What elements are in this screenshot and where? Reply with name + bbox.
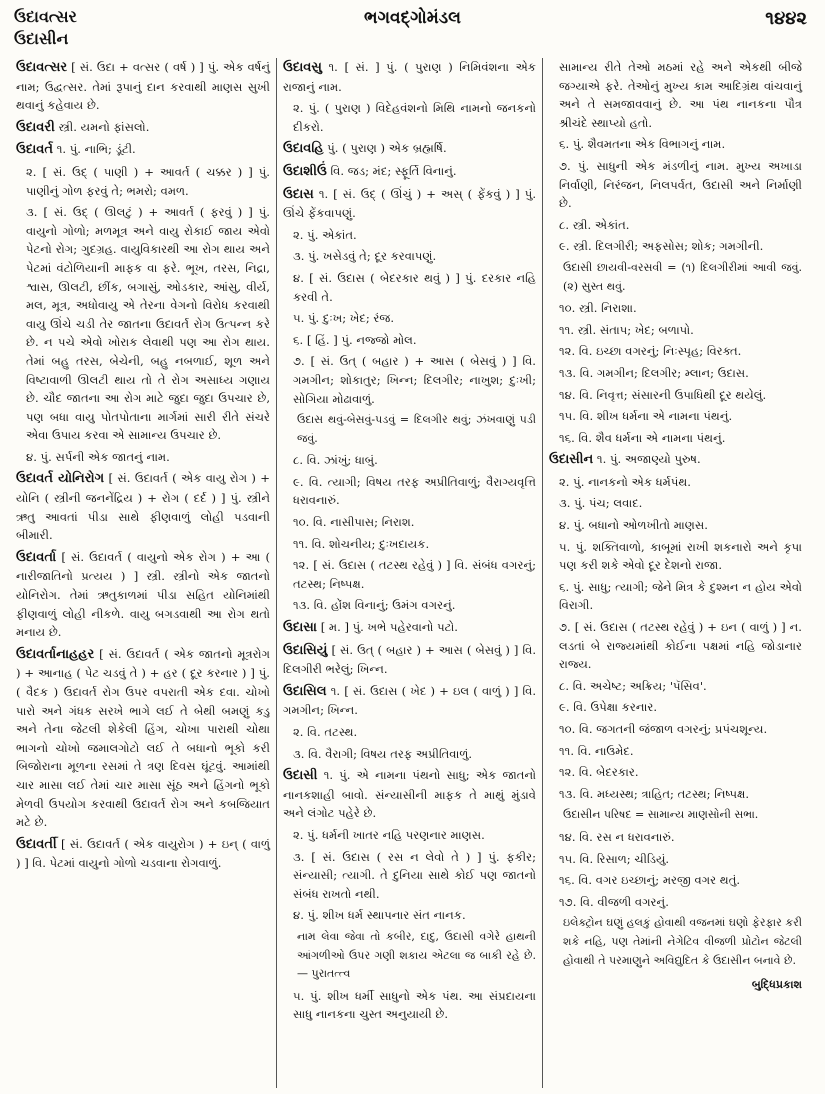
dictionary-entry	[16, 469, 270, 544]
sense-entry	[283, 848, 536, 904]
definition-text: ૫. પું. દુઃખ; ખેદ; રંજ.	[293, 311, 395, 326]
sense-entry	[549, 407, 802, 426]
dictionary-entry	[283, 162, 536, 182]
dictionary-entry	[549, 450, 802, 470]
dictionary-entry	[16, 140, 270, 160]
definition-text: ૧૦. વિ. નાસીપાસ; નિરાશ.	[293, 515, 415, 530]
sense-entry	[549, 618, 802, 674]
definition-text: ૫. પું. શક્તિવાળો, કાબૂમાં રાખી શકનારો અને કૃપા પણ કરી શકે એવો દૂર દેશનો રાજા.	[559, 539, 802, 573]
sense-entry	[283, 331, 536, 350]
sense-entry	[549, 785, 802, 804]
definition-text: ૨. પું. ( પુરાણ ) વિદેહવંશનો મિથિ નામનો જનકનો દીકરો.	[293, 101, 536, 134]
definition-text: ૧૭. વિ. વીજળી વગરનું.	[559, 894, 669, 909]
sense-entry	[283, 535, 536, 554]
usage-note	[283, 928, 536, 984]
definition-text: ૫. પું. શીખ ધર્મી સાધુનો એક પંથ. આ સંપ્રદાયના સાધુ નાનકના ચુસ્ત અનુયાયી છે.	[293, 988, 536, 1022]
definition-text: ૧. [ સં. ઉદાસ ( ખેદ ) + ઇલ ( વાળું ) ] વિ. ગમગીન; ખિન્ન.	[283, 683, 536, 718]
guide-word-last: ઉદાસીન	[14, 29, 69, 48]
dictionary-entry	[283, 641, 536, 679]
sense-entry	[549, 299, 802, 318]
definition-text: ૯. વિ. ઉપેક્ષા કરનાર.	[559, 700, 658, 715]
sense-entry	[283, 906, 536, 925]
definition-text: ૮. વિ. અચેષ્ટ; અક્રિય; 'પૅસિવ'.	[559, 678, 707, 693]
definition-text: ૧૧. વિ. નાઉમેદ.	[559, 743, 634, 758]
dictionary-entry	[283, 618, 536, 638]
definition-text: ૭. [ સં. ઉત્ ( બહાર ) + આસ ( બેસવું ) ] વિ. ગમગીન; શોકાતુર; ખિન્ન; દિલગીર; નાખુશ; દુઃખી; સોગિયા મોઢાવાળું.	[293, 354, 536, 406]
definition-text: [ મ. ] પું. ખભે પહેરવાનો પટો.	[320, 620, 458, 635]
sense-entry	[549, 364, 802, 383]
sense-entry	[549, 538, 802, 575]
definition-text: ૪. [ સં. ઉદાસ ( બેદરકાર થવું ) ] પું. દરકાર નહિ કરવી તે.	[293, 270, 536, 304]
sense-entry	[16, 163, 270, 200]
sense-entry	[549, 135, 802, 154]
definition-text: ૭. પું. સાધુની એક મંડળીનું નામ. મુખ્ય અખાડા નિર્વાણી, નિરંજન, નિલપર્વત, ઉદાસી અને નિર્માણી છે.	[559, 158, 802, 211]
dictionary-title: ભગવદ્ગોમંડલ	[364, 8, 461, 28]
definition-text: નામ લેવા જેવા તો કબીર, દાદુ, ઉદાસી વગેરે હાથની આંગળીઓ ઉપર ગણી શકાય એટલા જ બાકી રહે છે. — પુરાતત્ત્વ	[297, 929, 536, 981]
definition-text: ૧૧. વિ. શોચનીય; દુઃખદાયક.	[293, 536, 430, 551]
sense-entry	[549, 742, 802, 761]
definition-text: ૧૬. વિ. વગર ઇચ્છાનું; મરજી વગર થતું.	[559, 873, 741, 888]
definition-text: ૩. [ સં. ઉદ્ ( ઊલટું ) + આવર્ત ( ફરવું ) ] પું. વાયુનો ગોળો; મળમૂત્ર અને વાયુ રોકાઈ જાય એવો પેટનો રોગ; ગુદગ્રહ. વાયુવિકારથી આ રોગ થાય અને પેટમાં વંટોળિયાની માફક વા ફરે. ભૂખ, તરસ, નિદ્રા, શ્વાસ, ઊલટી, છીંક, બગાસું, ઓડકાર, આંસુ, વીર્ય, મલ, મૂત્ર, અધોવાયુ એ તેરના વેગનો વિરોધ કરવાથી વાયુ ઊંચે ચડી તેર જાતના ઉદાવર્ત રોગ ઉત્પન્ન કરે છે. ન પચે એવો ખોરાક લેવાથી પણ આ રોગ થાય. તેમાં બહુ તરસ, બેચેની, બહુ નબળાઈ, શૂળ અને વિષ્ટાવાળી ઊલટી થાય તો તે રોગ અસાધ્ય ગણાય છે. ચૌદ જાતના આ રોગ માટે જુદા જુદા ઉપચાર છે, પણ બધા વાયુ પોતપોતાના માર્ગમાં સારી રીતે સંચરે એવા ઉપાય કરવા એ સામાન્ય ઉપચાર છે.	[26, 205, 270, 443]
sense-entry	[283, 269, 536, 306]
definition-text: ૧૧. સ્ત્રી. સંતાપ; ખેદ; બળાપો.	[559, 322, 694, 337]
sense-entry	[549, 58, 802, 132]
definition-text: ૧૪. વિ. રસ ન ધરાવનારું.	[559, 829, 675, 844]
sense-entry	[549, 828, 802, 847]
dictionary-entry	[283, 58, 536, 96]
headword: ઉદાવરી	[16, 119, 55, 135]
definition-text: ૩. પું. પંચ; લવાદ.	[559, 496, 643, 511]
definition-text: પું. ( પુરાણ ) એક બ્રહ્મર્ષિ.	[327, 141, 447, 156]
sense-entry	[283, 723, 536, 742]
sense-entry	[549, 342, 802, 361]
definition-text: [ સં. ઉદાવર્ત ( એક વાયુ રોગ ) + યોનિ ( સ્ત્રીની જનનેંદ્રિય ) + રોગ ( દર્દ ) ] પું. સ્ત્રીને ઋતુ આવતાં પીડા સાથે ફીણવાળું લોહી પડવાની બીમારી.	[16, 471, 271, 543]
definition-text: ૪. પું. શીખ ધર્મ સ્થાપનાર સંત નાનક.	[293, 908, 466, 923]
sense-entry	[549, 763, 802, 782]
page-header	[0, 0, 825, 56]
headword: ઉદાસીન	[549, 452, 594, 468]
headword: ઉદાવર્તા	[16, 549, 57, 565]
headword: ઉદાવર્ત	[16, 142, 53, 158]
definition-text: સામાન્ય રીતે તેઓ મઠમાં રહે અને એકથી બીજે જગ્યાએ ફરે. તેઓનું મુખ્ય કામ આદિગ્રંથ વાંચવાનું અને તે સમજાવવાનું છે. આ પંથ નાનકના પૌત્ર શ્રીચંદે સ્થાપ્યો હતો.	[559, 60, 802, 130]
definition-text: [ સં. ઉદાવર્ત ( વાયુનો એક રોગ ) + આ ( નારીજાતિનો પ્રત્યય ) ] સ્ત્રી. સ્ત્રીનો એક જાતનો યોનિરોગ. તેમાં ઋતુકાળમાં પીડા સહિત યોનિમાંથી ફીણવાળું લોહી નીકળે. વાયુ બગડવાથી આ રોગ થતો મનાય છે.	[16, 549, 270, 640]
sense-entry	[283, 99, 536, 136]
sense-entry	[549, 157, 802, 213]
sense-entry	[16, 448, 270, 467]
definition-text: ૬. પું. સાધુ; ત્યાગી; જેને મિત્ર કે દુશ્મન ન હોય એવો વિરાગી.	[559, 579, 802, 613]
headword: ઉદાવત્સર	[16, 60, 68, 75]
definition-text: ૮. સ્ત્રી. એકાંત.	[559, 217, 630, 232]
definition-text: ૧૦. વિ. જગતની જંજાળ વગરનું; પ્રપંચશૂન્ય.	[559, 722, 768, 736]
definition-text: ૧. પું. નાભિ; ડૂંટી.	[56, 142, 136, 157]
headword: ઉદાસા	[283, 620, 317, 636]
dictionary-entry	[283, 682, 536, 720]
dictionary-entry	[283, 139, 536, 159]
sense-entry	[283, 745, 536, 764]
definition-text: ૬. [ હિં. ] પું. નજ્જો મોલ.	[293, 332, 417, 347]
sense-entry	[549, 321, 802, 340]
definition-text: ૧૨. [ સં. ઉદાસ ( તટસ્થ રહેવું ) ] વિ. સંબંધ વગરનું; તટસ્થ; નિષ્પક્ષ.	[293, 558, 536, 591]
dictionary-entry	[16, 835, 270, 873]
dictionary-entry	[16, 548, 270, 642]
source-signature: બુદ્ધિપ્રકાશ	[751, 978, 802, 992]
headword: ઉદાસિલ	[283, 683, 327, 699]
headword: ઉદાવસુ	[283, 60, 322, 75]
definition-text: ૨. પું. નાનકનો એક ધર્મપંથ.	[559, 474, 691, 489]
definition-text: ૨. વિ. તટસ્થ.	[293, 725, 358, 739]
sense-entry	[283, 451, 536, 470]
column-1	[10, 58, 276, 1088]
definition-text: ૨. પું. એકાંત.	[293, 227, 357, 242]
definition-text: ૪. પું. સર્પની એક જાતનું નામ.	[26, 449, 170, 464]
definition-text: ૧૩. વિ. ગમગીન; દિલગીર; મ્લાન; ઉદાસ.	[559, 365, 749, 380]
sense-entry	[283, 513, 536, 532]
sense-entry	[549, 386, 802, 405]
sense-entry	[283, 473, 536, 510]
sense-entry	[549, 720, 802, 739]
definition-text: ૨. પું. ધર્મની ખાતર નહિ પરણનાર માણસ.	[293, 827, 485, 842]
sense-entry	[283, 309, 536, 328]
headword: ઉદાવહિ	[283, 141, 324, 157]
usage-note	[283, 411, 536, 448]
definition-text: ૩. [ સં. ઉદાસ ( રસ ન લેવો તે ) ] પું. ફકીર; સંન્યાસી; ત્યાગી. તે દુનિયા સાથે કોઈ પણ જાતનો સંબંધ રાખતો નથી.	[293, 849, 536, 901]
dictionary-entry	[283, 185, 536, 223]
dictionary-entry	[16, 58, 270, 115]
headword: ઉદાવર્ત યોનિરોગ	[16, 471, 105, 487]
definition-text: ઉદાસ થવું-બેસવું-પડવું = દિલગીર થવું; ઝંખવાણું પડી જવું.	[297, 413, 536, 445]
definition-text: ઉદાસી છાયવી-વરસવી = (૧) દિલગીરીમાં આવી જવું. (૨) સુસ્ત થવું.	[563, 260, 802, 293]
sense-entry	[549, 216, 802, 235]
sense-entry	[549, 850, 802, 869]
definition-text: સ્ત્રી. યમનો ફાંસલો.	[58, 119, 150, 134]
definition-text: ૧. પું. એ નામના પંથનો સાધુ; એક જાતનો નાનકશાહી બાવો. સંન્યાસીની માફક તે માથું મુંડાવે અને લંગોટ પહેરે છે.	[283, 768, 536, 821]
definition-text: ૨. [ સં. ઉદ્ ( પાણી ) + આવર્ત ( ચક્કર ) ] પું. પાણીનું ગોળ ફરવું તે; ભમરો; વમળ.	[26, 164, 270, 198]
definition-text: [ સં. ઉદા + વત્સર ( વર્ષ ) ] પું. એક વર્ષનું નામ; ઉદ્વત્સર. તેમાં રૂપાનું દાન કરવાથી માણસ સુખી થવાનું કહેવાય છે.	[16, 60, 271, 113]
definition-text: ૧૬. વિ. શૈવ ધર્મના એ નામના પંથનું.	[559, 430, 726, 445]
headword: ઉદાસિયું	[283, 642, 328, 658]
definition-text: ૯. સ્ત્રી. દિલગીરી; અફસોસ; શોક; ગમગીની.	[559, 239, 764, 254]
sense-entry	[283, 247, 536, 266]
column-2	[276, 58, 542, 1088]
sense-entry	[283, 826, 536, 845]
definition-text: ૧૨. વિ. ઇચ્છા વગરનું; નિઃસ્પૃહ; વિરક્ત.	[559, 344, 742, 359]
headword: ઉદાસ	[283, 186, 314, 202]
headword: ઉદાસી	[283, 768, 318, 784]
definition-text: [ સં. ઉત્ ( બહાર ) + આસ ( બેસવું ) ] વિ. દિલગીરી ભરેલું; ખિન્ન.	[283, 642, 537, 677]
definition-text: ૬. પું. શૈવમતના એક વિભાગનું નામ.	[559, 137, 726, 152]
definition-text: ૪. પું. બધાનો ઓળખીતો માણસ.	[559, 518, 708, 533]
sense-entry	[283, 352, 536, 408]
sense-entry	[549, 237, 802, 256]
definition-text: ૩. પું. ખસેડવું તે; દૂર કરવાપણું.	[293, 249, 437, 264]
definition-text: [ સં. ઉદાવર્ત ( એક જાતનો મૂત્રરોગ ) + આનાહ ( પેટ ચડવું તે ) + હર ( દૂર કરનાર ) ] પું. ( વૈદક ) ઉદાવર્ત રોગ ઉપર વપરાતી એક દવા. ચોખો પારો અને ગંધક સરખે ભાગે લઈ તે બેથી બમણું કડુ અને તેના જેટલી શેકેલી હિંગ, ચોખા પારાથી ચોથા ભાગનો ચોખો જમાલગોટો લઈ તે બધાનો ભૂકો કરી બિજોરાના મૂળના રસમાં તે ત્રણ દિવસ ઘૂંટવું. આમાંથી ચાર માસા લઈ તેમાં ચાર માસા સૂંઠ અને હિંગનો ભૂકો મેળવી ઉપયોગ કરવાથી ઉદાવર્ત રોગ અને કબજિયાત મટે છે.	[16, 646, 271, 830]
sense-entry	[549, 494, 802, 513]
definition-text: ૧૫. વિ. રિસાળ; ચીડિયું.	[559, 851, 670, 866]
sense-entry	[549, 871, 802, 890]
definition-text: ૩. વિ. વૈરાગી; વિષય તરફ અપ્રીતિવાળું.	[293, 746, 473, 761]
definition-text: ૧૪. વિ. નિવૃત્ત; સંસારની ઉપાધિથી દૂર થયેલું.	[559, 387, 767, 402]
dictionary-entry	[283, 766, 536, 823]
definition-text: [ સં. ઉદાવર્ત ( એક વાયુરોગ ) + ઇન્ ( વાળું ) ] વિ. પેટમાં વાયુનો ગોળો ચડવાના રોગવાળું.	[16, 836, 270, 871]
definition-text: વિ. જડ; મંદ; સ્ફૂર્તિ વિનાનું.	[330, 163, 457, 178]
sense-entry	[549, 516, 802, 535]
sense-entry	[549, 578, 802, 615]
dictionary-entry	[16, 645, 270, 832]
definition-text: ઇલેક્ટ્રોન ઘણું હલકું હોવાથી વજનમાં ઘણો ફેરફાર કરી શકે નહિ, પણ તેમાંની નેગેટિવ વીજળી પ્રોટોન જેટલી હોવાથી તે પરમાણુને અવિદ્યુદિત કે ઉદાસીન બનાવે છે.	[563, 916, 802, 967]
usage-note	[549, 259, 802, 296]
sense-entry	[549, 677, 802, 696]
headword: ઉદાવર્તી	[16, 836, 57, 852]
sense-entry	[16, 203, 270, 445]
definition-text: ૧૦. સ્ત્રી. નિરાશા.	[559, 301, 637, 316]
definition-text: ૧૨. વિ. બેદરકાર.	[559, 765, 639, 780]
sense-entry	[549, 893, 802, 912]
sense-entry	[283, 596, 536, 615]
definition-text: ૧. [ સં. ઉદ્ ( ઊંચું ) + અસ્ ( ફેંકવું ) ] પું. ઊંચે ફેંકવાપણું.	[283, 186, 537, 221]
headword: ઉદાશીઉં	[283, 163, 327, 179]
usage-note	[549, 914, 802, 970]
definition-text: ૭. [ સં. ઉદાસ ( તટસ્થ રહેવું ) + ઇન ( વાળું ) ] ન. લડતાં બે રાજ્યમાંથી કોઈના પક્ષમાં નહિ જોડાનાર રાજ્ય.	[559, 620, 802, 672]
definition-text: ૮. વિ. ઝાંખું; ધાબું.	[293, 453, 378, 468]
dictionary-entry	[16, 118, 270, 138]
definition-text: ઉદાસીન પરિષદ = સામાન્ય માણસોની સભા.	[563, 808, 759, 822]
sense-entry	[283, 556, 536, 593]
definition-text: ૧૫. વિ. શીખ ધર્મના એ નામના પંથનું.	[559, 409, 733, 424]
definition-text: ૧. [ સં. ] પું. ( પુરાણ ) નિમિવંશના એક રાજાનું નામ.	[283, 60, 536, 94]
sense-entry	[283, 987, 536, 1024]
definition-text: ૯. વિ. ત્યાગી; વિષય તરફ અપ્રીતિવાળું; વૈરાગ્યવૃત્તિ ધરાવનારું.	[293, 474, 536, 508]
definition-text: ૧૩. વિ. હોંશ વિનાનું; ઉમંગ વગરનું.	[293, 598, 456, 613]
headword: ઉદાવર્તાનાહહર	[16, 646, 95, 662]
sense-entry	[549, 698, 802, 717]
column-3	[542, 58, 808, 1088]
dictionary-columns	[10, 58, 818, 1088]
sense-entry	[283, 226, 536, 245]
sense-entry	[549, 473, 802, 492]
definition-text: ૧. પું. અજાણ્યો પુરુષ.	[596, 452, 701, 467]
definition-text: ૧૩. વિ. મધ્યસ્થ; ત્રાહિત; તટસ્થ; નિષ્પક્ષ.	[559, 786, 750, 801]
usage-note	[549, 806, 802, 825]
guide-word-first: ઉદાવત્સર	[14, 7, 77, 26]
sense-entry	[549, 429, 802, 448]
page-number: ૧૪૪૨	[765, 8, 807, 29]
